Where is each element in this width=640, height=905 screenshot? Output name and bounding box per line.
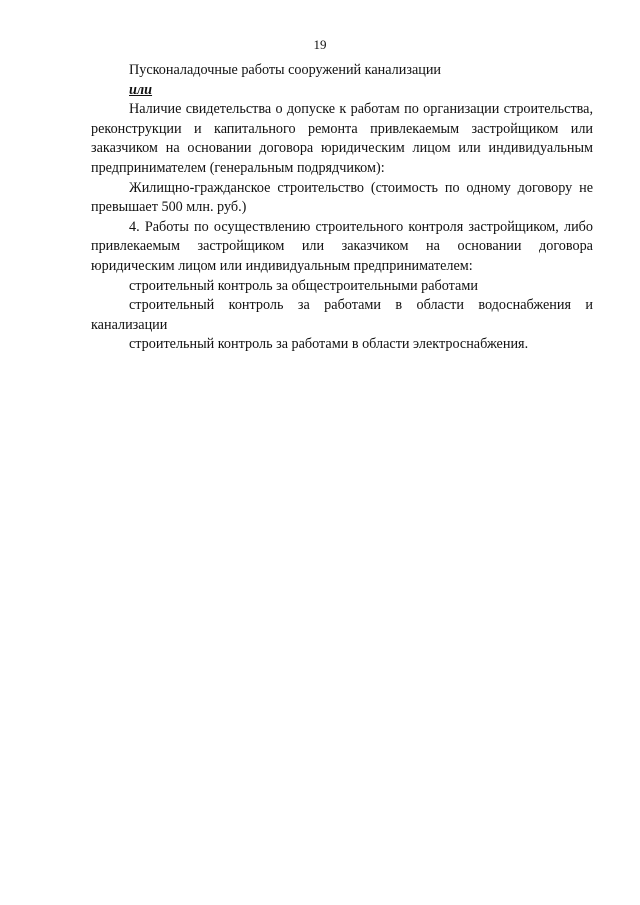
paragraph-general-works-control: строительный контроль за общестроительными работами [129, 277, 478, 294]
page-number: 19 [313, 37, 327, 52]
paragraph-construction-control: 4. Работы по осуществлению строительного контроля застройщиком, либо привлекаемым застройщиком или заказчиком на основании договора юридическим лицом или индивидуальным предпринимателем: [91, 218, 593, 274]
paragraph-water-sewage-control: строительный контроль за работами в области водоснабжения и канализации [91, 297, 593, 333]
paragraph-electricity-control: строительный контроль за работами в области электроснабжения. [129, 336, 529, 353]
paragraph-certificate: Наличие свидетельства о допуске к работам по организации строительства, реконструкции и капитального ремонта привлекаемым застройщиком или заказчиком на основании договора юридическим лицом или индивидуальным предпринимателем (генеральным подрядчиком): [91, 101, 593, 176]
paragraph-housing-construction: Жилищно-гражданское строительство (стоимость по одному договору не превышает 500 млн. руб.) [91, 179, 593, 216]
paragraph-or [91, 81, 593, 101]
or-conjunction: или [129, 81, 153, 98]
document-body [91, 61, 593, 355]
paragraph-commissioning: Пусконаладочные работы сооружений канализации [129, 62, 442, 78]
